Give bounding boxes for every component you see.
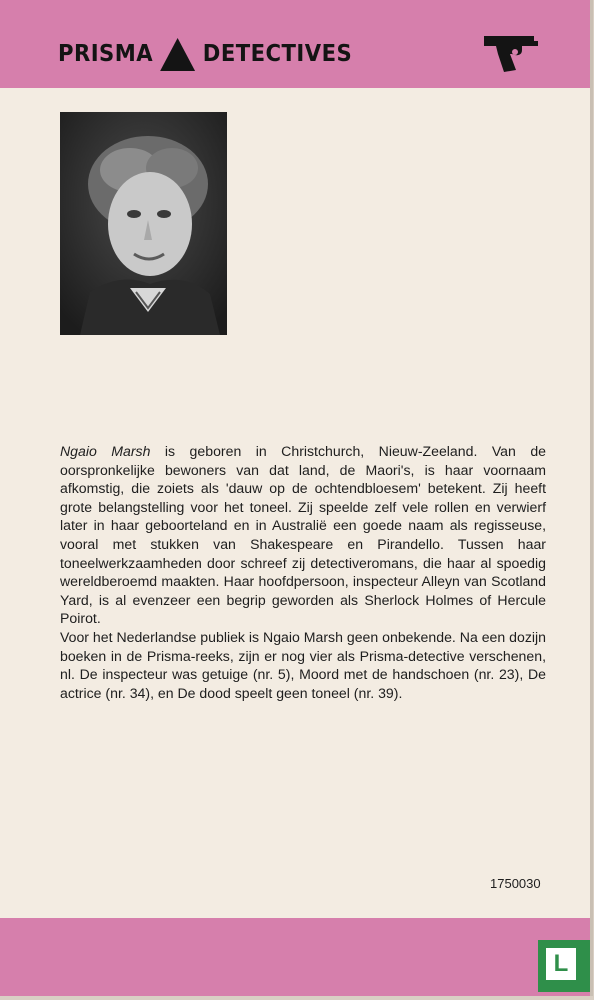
revolver-icon [482, 32, 544, 74]
author-name: Ngaio Marsh [60, 443, 151, 459]
author-photo [60, 112, 227, 335]
seller-sticker [538, 940, 590, 992]
series-logo [58, 36, 352, 72]
author-biography [60, 442, 546, 702]
bio-paragraph-1-text: is geboren in Christchurch, Nieuw-Zeeland. Van de oorspronkelijke bewoners van dat land, de Maori's, is haar voornaam afkomstig, die zoiets als 'dauw op de ochtendbloesem' betekent. Zij heeft grote belangstelling voor het toneel. Zij speelde zelf vele rollen en verwierf later in haar geboorteland en in Australië een goede naam als regisseuse, vooral met stukken van Shakespeare en Pirandello. Tussen haar toneelwerkzaamheden door schreef zij detectiveromans, die haar al spoedig wereldberoemd maakten. Haar hoofdpersoon, inspecteur Alleyn van Scotland Yard, is al evenzeer een begrip geworden als Sherlock Holmes of Hercule Poirot. [60, 443, 546, 627]
bottom-pink-band [0, 918, 590, 996]
brand-left-text: PRISMA [58, 41, 154, 67]
sticker-letter: L [553, 950, 569, 977]
bio-paragraph-1 [60, 442, 546, 628]
bio-paragraph-2: Voor het Nederlandse publiek is Ngaio Marsh geen onbekende. Na een dozijn boeken in de Prisma-reeks, zijn er nog vier als Prisma-detective verschenen, nl. De inspecteur was getuige (nr. 5), Moord met de handschoen (nr. 23), De actrice (nr. 34), en De dood speelt geen toneel (nr. 39). [60, 628, 546, 701]
brand-right-text: DETECTIVES [202, 41, 353, 67]
top-pink-band [0, 0, 590, 88]
catalog-number: 1750030 [490, 876, 541, 891]
triangle-icon [160, 38, 195, 71]
